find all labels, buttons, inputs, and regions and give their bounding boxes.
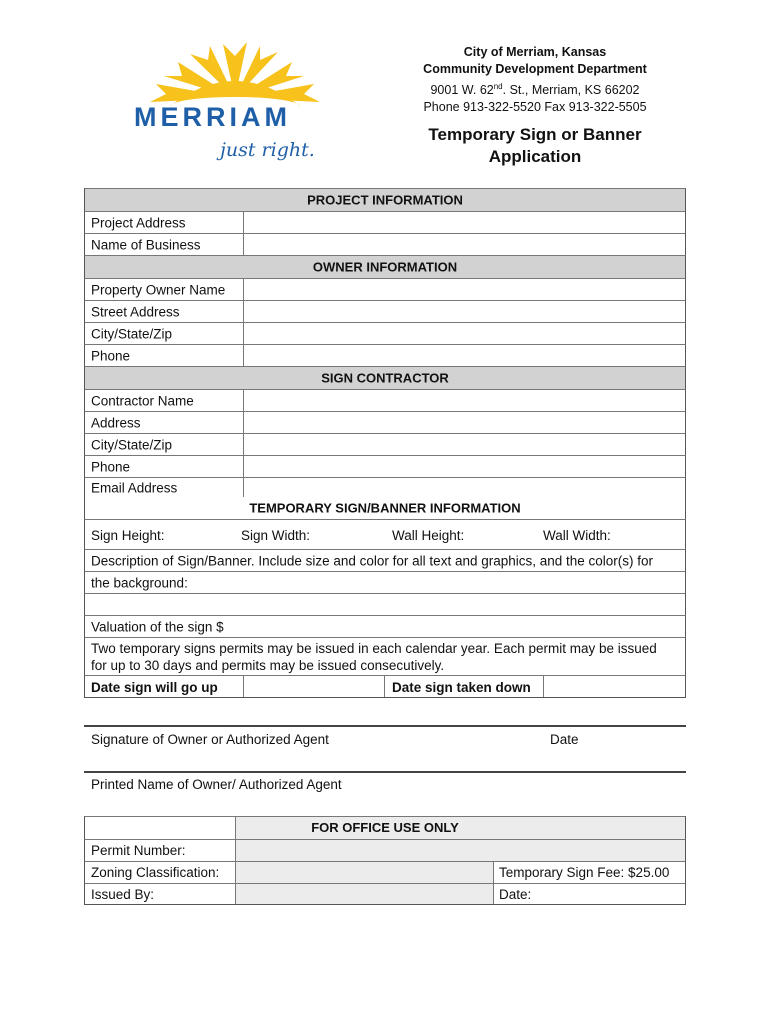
owner-name-row: Property Owner Name: [84, 278, 686, 300]
section-sign-banner-information: TEMPORARY SIGN/BANNER INFORMATION: [84, 497, 686, 519]
issued-by-row: Issued By: Date:: [84, 883, 686, 905]
sun-icon: [120, 36, 350, 166]
zoning-field[interactable]: [235, 862, 494, 883]
project-address-row: Project Address: [84, 211, 686, 233]
svg-text:just right.: just right.: [220, 139, 315, 161]
svg-text:MERRIAM: MERRIAM: [134, 102, 291, 132]
signature-line[interactable]: [84, 725, 686, 727]
phone-fax: Phone 913-322-5520 Fax 913-322-5505: [423, 100, 647, 115]
contractor-address-row: Address: [84, 411, 686, 433]
date-down-label: Date sign taken down: [392, 680, 531, 695]
permit-number-row: Permit Number:: [84, 839, 686, 861]
contractor-name-field[interactable]: [243, 390, 685, 411]
owner-phone-field[interactable]: [243, 345, 685, 366]
sign-width-label: Sign Width:: [241, 528, 311, 543]
printed-name-line[interactable]: [84, 771, 686, 773]
owner-street-row: Street Address: [84, 300, 686, 322]
contractor-address-field[interactable]: [243, 412, 685, 433]
sign-height-label: Sign Height:: [91, 528, 165, 543]
date-down-field[interactable]: [543, 676, 685, 697]
permit-note: Two temporary signs permits may be issued in each calendar year. Each permit may be issued for up to 30 days and permits may be issued consecutively.: [84, 637, 686, 675]
owner-name-field[interactable]: [243, 279, 685, 300]
printed-name-label: Printed Name of Owner/ Authorized Agent: [91, 777, 342, 792]
section-project-information: PROJECT INFORMATION: [84, 188, 686, 211]
owner-signature-label: Signature of Owner or Authorized Agent: [91, 732, 329, 747]
sign-dimensions-row[interactable]: [84, 519, 686, 549]
description-row-1: Description of Sign/Banner. Include size and color for all text and graphics, and the color(s) for: [84, 549, 686, 571]
section-sign-contractor: SIGN CONTRACTOR: [84, 366, 686, 389]
contractor-phone-row: Phone: [84, 455, 686, 477]
section-owner-information: OWNER INFORMATION: [84, 255, 686, 278]
description-row-2[interactable]: the background:: [84, 571, 686, 593]
issued-by-field[interactable]: [235, 884, 494, 904]
street-address: 9001 W. 62nd. St., Merriam, KS 66202: [430, 82, 640, 98]
owner-city-row: City/State/Zip: [84, 322, 686, 344]
description-blank-row[interactable]: [84, 593, 686, 615]
city-name: City of Merriam, Kansas: [463, 45, 607, 59]
dates-row: [84, 675, 686, 698]
contractor-city-field[interactable]: [243, 434, 685, 455]
owner-street-field[interactable]: [243, 301, 685, 322]
wall-height-label: Wall Height:: [392, 528, 465, 543]
valuation-row[interactable]: Valuation of the sign $: [84, 615, 686, 637]
department-name: Community Development Department: [423, 62, 647, 76]
office-date-label: Date:: [499, 887, 532, 902]
contractor-phone-field[interactable]: [243, 456, 685, 477]
contractor-email-row: Email Address: [84, 477, 686, 497]
business-name-row: Name of Business: [84, 233, 686, 255]
project-address-field[interactable]: [243, 212, 685, 233]
owner-phone-row: Phone: [84, 344, 686, 366]
permit-number-field[interactable]: [235, 840, 685, 861]
owner-city-field[interactable]: [243, 323, 685, 344]
merriam-logo: [120, 36, 350, 166]
signature-date-label: Date: [550, 732, 579, 747]
form-title: Temporary Sign or Banner Application: [428, 125, 642, 166]
sign-fee: Temporary Sign Fee: $25.00: [499, 865, 670, 880]
contractor-city-row: City/State/Zip: [84, 433, 686, 455]
office-address-block: [400, 44, 670, 116]
business-name-field[interactable]: [243, 234, 685, 255]
date-up-label: Date sign will go up: [91, 680, 218, 695]
date-up-field[interactable]: [243, 676, 385, 697]
contractor-name-row: Contractor Name: [84, 389, 686, 411]
office-use-header: FOR OFFICE USE ONLY: [84, 816, 686, 839]
contractor-email-field[interactable]: [243, 478, 685, 497]
zoning-row: Zoning Classification: Temporary Sign Fee: $25.00: [84, 861, 686, 883]
wall-width-label: Wall Width:: [543, 528, 611, 543]
